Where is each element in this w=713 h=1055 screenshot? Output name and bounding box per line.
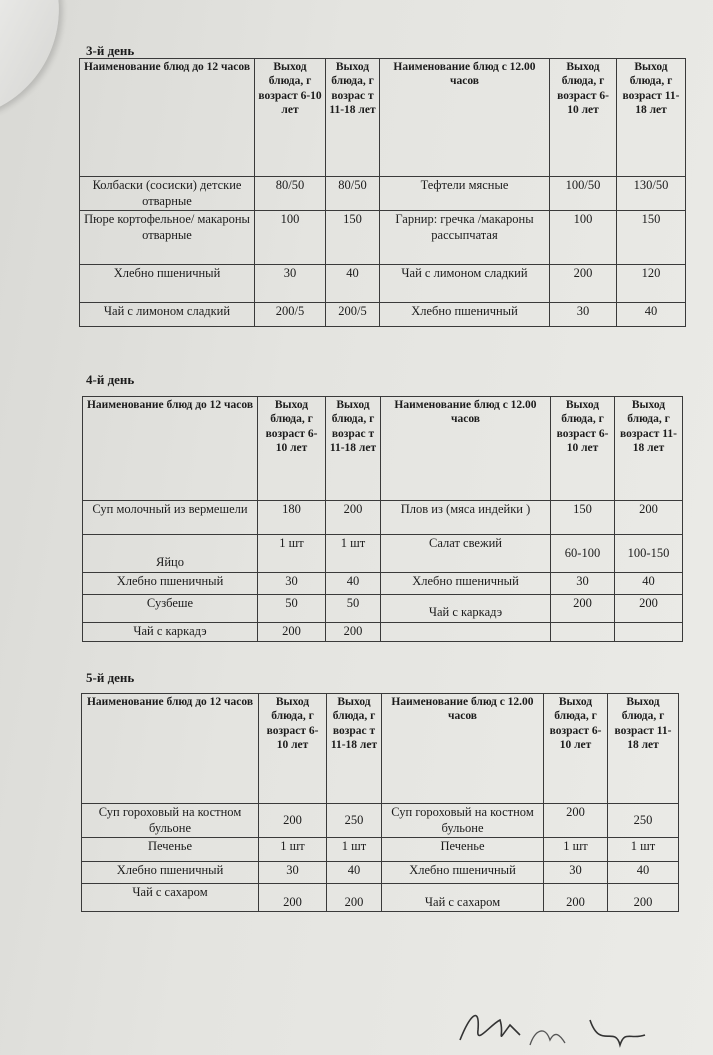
cell-value: 80/50 — [326, 177, 380, 211]
day-5-title: 5-й день — [86, 670, 135, 685]
cell-value: 200 — [615, 595, 683, 623]
cell-value: 30 — [550, 303, 617, 327]
cell-dish: Суп гороховый на костном бульоне — [382, 804, 544, 838]
cell-value: 30 — [544, 862, 608, 884]
cell-dish: Чай с сахаром — [82, 884, 259, 912]
cell-dish: Чай с лимоном сладкий — [80, 303, 255, 327]
table-row — [82, 862, 679, 884]
cell-value: 100/50 — [550, 177, 617, 211]
cell-value: 50 — [258, 595, 326, 623]
day-3-title: 3-й день — [86, 43, 135, 58]
cell-value: 1 шт — [608, 838, 679, 862]
table-row — [82, 884, 679, 912]
cell-value: 180 — [258, 501, 326, 535]
cell-value: 40 — [327, 862, 382, 884]
cell-value: 1 шт — [259, 838, 327, 862]
header-output-6-10: Выход блюда, г возраст 6-10 лет — [255, 59, 326, 177]
cell-dish: Плов из (мяса индейки ) — [381, 501, 551, 535]
header-output-6-10: Выход блюда, г возраст 6-10 лет — [551, 397, 615, 501]
cell-value: 250 — [327, 804, 382, 838]
cell-value: 30 — [551, 573, 615, 595]
cell-value: 200 — [608, 884, 679, 912]
cell-value: 80/50 — [255, 177, 326, 211]
cell-value: 150 — [551, 501, 615, 535]
cell-dish: Чай с лимоном сладкий — [380, 265, 550, 303]
cell-value: 1 шт — [544, 838, 608, 862]
cell-value: 30 — [259, 862, 327, 884]
header-output-6-10: Выход блюда, г возраст 6-10 лет — [550, 59, 617, 177]
cell-dish: Колбаски (сосиски) детские отварные — [80, 177, 255, 211]
cell-value: 40 — [326, 573, 381, 595]
cell-value: 30 — [255, 265, 326, 303]
cell-value: 200 — [550, 265, 617, 303]
cell-value: 50 — [326, 595, 381, 623]
cell-value: 250 — [608, 804, 679, 838]
header-dish-after-12: Наименование блюд с 12.00 часов — [381, 397, 551, 501]
cell-dish: Салат свежий — [381, 535, 551, 573]
cell-value: 40 — [326, 265, 380, 303]
header-output-6-10: Выход блюда, г возраст 6-10 лет — [544, 694, 608, 804]
day-5-table — [81, 693, 679, 912]
table-row — [80, 265, 686, 303]
cell-value — [551, 623, 615, 642]
day-4-title: 4-й день — [86, 372, 135, 387]
table-row — [80, 177, 686, 211]
header-dish-before-12: Наименование блюд до 12 часов — [83, 397, 258, 501]
cell-dish: Хлебно пшеничный — [83, 573, 258, 595]
cell-value: 150 — [326, 211, 380, 265]
header-dish-after-12: Наименование блюд с 12.00 часов — [382, 694, 544, 804]
day-3-table — [79, 58, 686, 327]
table-row — [80, 211, 686, 265]
cell-value — [615, 623, 683, 642]
cell-value: 40 — [608, 862, 679, 884]
cell-dish: Суп гороховый на костном бульоне — [82, 804, 259, 838]
header-output-11-18: Выход блюда, г возрас т 11-18 лет — [327, 694, 382, 804]
cell-dish: Суп молочный из вермешели — [83, 501, 258, 535]
cell-dish: Яйцо — [83, 535, 258, 573]
table-row — [83, 573, 683, 595]
cell-value: 120 — [617, 265, 686, 303]
cell-value: 200 — [259, 884, 327, 912]
table-header-row — [82, 694, 679, 804]
cell-value: 60-100 — [551, 535, 615, 573]
table-row — [83, 535, 683, 573]
handwritten-signature — [450, 995, 670, 1055]
cell-dish: Чай с каркадэ — [381, 595, 551, 623]
cell-value: 200 — [326, 623, 381, 642]
cell-value: 1 шт — [258, 535, 326, 573]
cell-value: 200/5 — [255, 303, 326, 327]
cell-value: 200 — [544, 804, 608, 838]
header-dish-after-12: Наименование блюд с 12.00 часов — [380, 59, 550, 177]
cell-dish: Хлебно пшеничный — [82, 862, 259, 884]
cell-value: 200 — [326, 501, 381, 535]
cell-dish — [381, 623, 551, 642]
cell-value: 200/5 — [326, 303, 380, 327]
paper-curl — [0, 0, 87, 114]
cell-value: 100-150 — [615, 535, 683, 573]
table-header-row — [80, 59, 686, 177]
cell-value: 130/50 — [617, 177, 686, 211]
cell-value: 1 шт — [326, 535, 381, 573]
cell-value: 100 — [550, 211, 617, 265]
cell-value: 40 — [615, 573, 683, 595]
header-output-11-18: Выход блюда, г возрас т 11-18 лет — [326, 59, 380, 177]
cell-dish: Тефтели мясные — [380, 177, 550, 211]
cell-value: 100 — [255, 211, 326, 265]
cell-dish: Печенье — [382, 838, 544, 862]
cell-dish: Хлебно пшеничный — [80, 265, 255, 303]
cell-dish: Чай с сахаром — [382, 884, 544, 912]
cell-dish: Хлебно пшеничный — [382, 862, 544, 884]
table-row — [82, 838, 679, 862]
cell-value: 200 — [544, 884, 608, 912]
cell-value: 200 — [327, 884, 382, 912]
cell-dish: Пюре кортофельное/ макароны отварные — [80, 211, 255, 265]
cell-dish: Чай с каркадэ — [83, 623, 258, 642]
cell-value: 200 — [551, 595, 615, 623]
table-row — [80, 303, 686, 327]
header-output-11-18: Выход блюда, г возраст 11-18 лет — [617, 59, 686, 177]
header-output-6-10: Выход блюда, г возраст 6-10 лет — [259, 694, 327, 804]
cell-dish: Сузбеше — [83, 595, 258, 623]
cell-value: 200 — [259, 804, 327, 838]
day-4-table — [82, 396, 683, 642]
table-row — [83, 623, 683, 642]
cell-value: 40 — [617, 303, 686, 327]
cell-value: 200 — [258, 623, 326, 642]
cell-value: 30 — [258, 573, 326, 595]
cell-dish: Гарнир: гречка /макароны рассыпчатая — [380, 211, 550, 265]
header-dish-before-12: Наименование блюд до 12 часов — [80, 59, 255, 177]
cell-dish: Хлебно пшеничный — [380, 303, 550, 327]
header-output-11-18: Выход блюда, г возрас т 11-18 лет — [326, 397, 381, 501]
table-row — [83, 595, 683, 623]
cell-dish: Печенье — [82, 838, 259, 862]
header-output-11-18: Выход блюда, г возраст 11-18 лет — [608, 694, 679, 804]
cell-value: 150 — [617, 211, 686, 265]
cell-value: 1 шт — [327, 838, 382, 862]
header-output-11-18: Выход блюда, г возраст 11-18 лет — [615, 397, 683, 501]
cell-value: 200 — [615, 501, 683, 535]
header-output-6-10: Выход блюда, г возраст 6-10 лет — [258, 397, 326, 501]
header-dish-before-12: Наименование блюд до 12 часов — [82, 694, 259, 804]
table-row — [83, 501, 683, 535]
cell-dish: Хлебно пшеничный — [381, 573, 551, 595]
table-row — [82, 804, 679, 838]
table-header-row — [83, 397, 683, 501]
